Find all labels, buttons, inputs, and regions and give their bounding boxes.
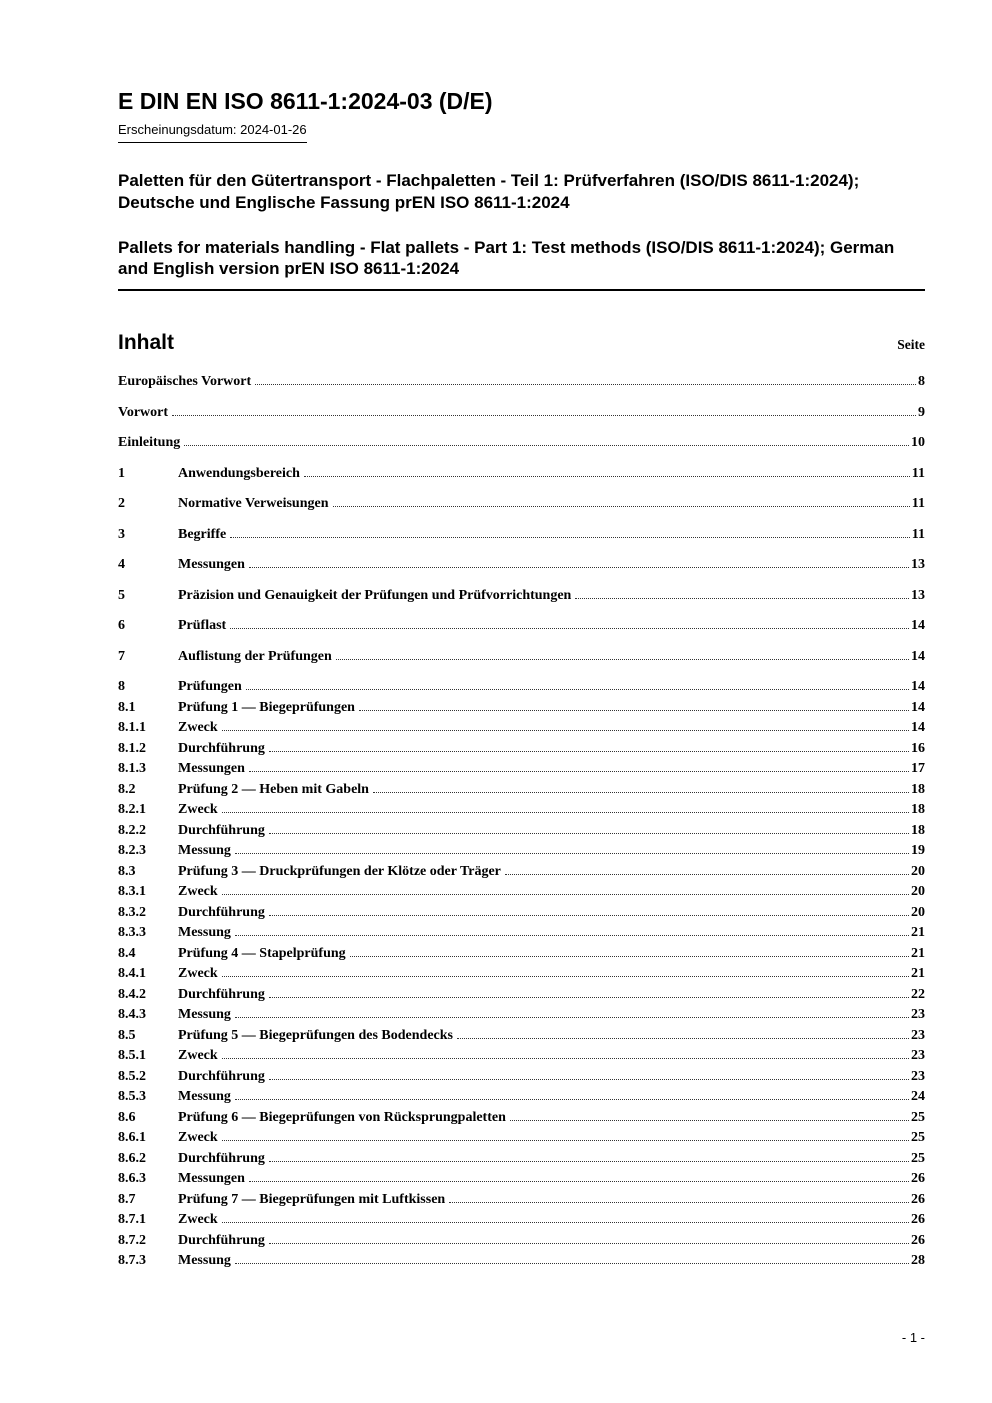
- toc-entry-number: 3: [118, 526, 125, 542]
- toc-leader-dots: [222, 894, 909, 895]
- toc-entry-label: Anwendungsbereich: [178, 465, 300, 481]
- toc-entry-label: Durchführung: [178, 1150, 265, 1166]
- toc-entry-label: Prüflast: [178, 618, 227, 634]
- toc-leader-dots: [222, 1058, 909, 1059]
- toc-entry-label: Prüfung 5 — Biegeprüfungen des Bodendecks: [178, 1027, 453, 1043]
- toc-row: [118, 1005, 925, 1026]
- toc-entry-label: Vorwort: [118, 404, 169, 420]
- toc-row: [118, 1108, 925, 1129]
- toc-row: [118, 1026, 925, 1047]
- toc-leader-dots: [510, 1120, 909, 1121]
- toc-row: [118, 1210, 925, 1231]
- toc-entry-number: 8.1.3: [118, 761, 146, 777]
- toc-entry-label: Messung: [178, 925, 231, 941]
- toc-entry-page: 14: [911, 679, 925, 695]
- toc: [118, 372, 925, 1272]
- toc-entry-number: 8.3.3: [118, 925, 146, 941]
- toc-entry-label: Europäisches Vorwort: [118, 374, 252, 390]
- toc-entry-page: 25: [911, 1109, 925, 1125]
- toc-entry-number: 7: [118, 648, 125, 664]
- toc-entry-page: 9: [918, 404, 925, 420]
- toc-leader-dots: [457, 1038, 909, 1039]
- toc-entry-page: 11: [911, 465, 925, 481]
- toc-entry-number: 8.7.3: [118, 1253, 146, 1269]
- toc-row: [118, 718, 925, 739]
- toc-entry-page: 23: [911, 1048, 925, 1064]
- toc-entry-number: 8.5.2: [118, 1068, 146, 1084]
- toc-entry-page: 19: [911, 843, 925, 859]
- toc-entry-number: 8.7.2: [118, 1232, 146, 1248]
- toc-entry-page: 26: [911, 1212, 925, 1228]
- toc-leader-dots: [333, 506, 910, 507]
- toc-entry-label: Begriffe: [178, 526, 227, 542]
- toc-leader-dots: [255, 384, 916, 385]
- toc-row: [118, 862, 925, 883]
- toc-row: [118, 759, 925, 780]
- toc-entry-number: 4: [118, 557, 125, 573]
- toc-leader-dots: [172, 415, 916, 416]
- toc-row: [118, 903, 925, 924]
- toc-entry-number: 5: [118, 587, 125, 603]
- toc-heading: Inhalt: [118, 331, 174, 355]
- toc-leader-dots: [222, 1222, 909, 1223]
- toc-entry-label: Zweck: [178, 1212, 218, 1228]
- toc-leader-dots: [222, 730, 909, 731]
- toc-entry-page: 25: [911, 1130, 925, 1146]
- toc-entry-page: 23: [911, 1007, 925, 1023]
- toc-entry-label: Zweck: [178, 802, 218, 818]
- toc-entry-number: 8.2.2: [118, 822, 146, 838]
- toc-entry-number: 8.7: [118, 1191, 136, 1207]
- toc-row: [118, 677, 925, 698]
- toc-entry-number: 8.5: [118, 1027, 136, 1043]
- toc-entry-number: 8.5.1: [118, 1048, 146, 1064]
- toc-entry-label: Prüfung 6 — Biegeprüfungen von Rücksprungpaletten: [178, 1109, 506, 1125]
- toc-entry-label: Messungen: [178, 761, 245, 777]
- toc-leader-dots: [269, 833, 909, 834]
- toc-entry-page: 18: [911, 822, 925, 838]
- toc-leader-dots: [373, 792, 909, 793]
- toc-entry-number: 8.2.1: [118, 802, 146, 818]
- toc-row: [118, 555, 925, 576]
- toc-entry-label: Messung: [178, 843, 231, 859]
- toc-entry-number: 8: [118, 679, 125, 695]
- toc-entry-number: 8.3: [118, 863, 136, 879]
- toc-entry-number: 2: [118, 496, 125, 512]
- toc-row: [118, 739, 925, 760]
- toc-row: [118, 433, 925, 454]
- toc-entry-number: 8.4: [118, 945, 136, 961]
- toc-row: [118, 1169, 925, 1190]
- toc-entry-page: 18: [911, 802, 925, 818]
- toc-entry-page: 20: [911, 863, 925, 879]
- toc-leader-dots: [235, 853, 909, 854]
- toc-entry-number: 8.5.3: [118, 1089, 146, 1105]
- toc-row: [118, 985, 925, 1006]
- toc-leader-dots: [269, 1161, 909, 1162]
- toc-entry-page: 14: [911, 720, 925, 736]
- toc-row: [118, 800, 925, 821]
- toc-entry-number: 8.1.1: [118, 720, 146, 736]
- toc-entry-number: 8.6.1: [118, 1130, 146, 1146]
- toc-leader-dots: [575, 598, 909, 599]
- toc-entry-number: 8.7.1: [118, 1212, 146, 1228]
- toc-entry-label: Zweck: [178, 884, 218, 900]
- toc-entry-page: 10: [911, 435, 925, 451]
- header-divider-rule: [118, 289, 925, 291]
- toc-entry-page: 13: [911, 557, 925, 573]
- toc-entry-label: Normative Verweisungen: [178, 496, 329, 512]
- toc-entry-page: 20: [911, 904, 925, 920]
- toc-leader-dots: [359, 710, 909, 711]
- toc-page-column-label: Seite: [897, 337, 925, 353]
- toc-entry-label: Prüfung 4 — Stapelprüfung: [178, 945, 346, 961]
- toc-entry-page: 23: [911, 1068, 925, 1084]
- toc-row: [118, 1046, 925, 1067]
- toc-entry-number: 8.2.3: [118, 843, 146, 859]
- toc-entry-page: 8: [918, 374, 925, 390]
- toc-leader-dots: [235, 1099, 909, 1100]
- document-title-english: Pallets for materials handling - Flat pallets - Part 1: Test methods (ISO/DIS 8611-1:2024); German and English version prEN ISO 8611-1:2024: [118, 237, 895, 279]
- toc-leader-dots: [184, 445, 909, 446]
- toc-entry-label: Prüfung 7 — Biegeprüfungen mit Luftkissen: [178, 1191, 446, 1207]
- toc-leader-dots: [246, 689, 909, 690]
- toc-row: [118, 494, 925, 515]
- document-number-title: E DIN EN ISO 8611-1:2024-03 (D/E): [118, 88, 493, 114]
- toc-entry-label: Präzision und Genauigkeit der Prüfungen und Prüfvorrichtungen: [178, 587, 572, 603]
- toc-leader-dots: [269, 915, 909, 916]
- toc-entry-label: Prüfung 3 — Druckprüfungen der Klötze oder Träger: [178, 863, 501, 879]
- toc-entry-number: 8.1.2: [118, 740, 146, 756]
- toc-entry-number: 8.3.1: [118, 884, 146, 900]
- toc-leader-dots: [269, 751, 909, 752]
- toc-entry-page: 20: [911, 884, 925, 900]
- toc-entry-number: 8.4.3: [118, 1007, 146, 1023]
- toc-leader-dots: [269, 997, 909, 998]
- toc-leader-dots: [230, 628, 909, 629]
- toc-row: [118, 944, 925, 965]
- toc-row: [118, 923, 925, 944]
- page-number-footer: - 1 -: [901, 1330, 925, 1345]
- toc-row: [118, 1087, 925, 1108]
- toc-leader-dots: [505, 874, 909, 875]
- toc-entry-page: 13: [911, 587, 925, 603]
- toc-leader-dots: [249, 1181, 909, 1182]
- toc-entry-label: Durchführung: [178, 822, 265, 838]
- toc-row: [118, 1067, 925, 1088]
- toc-row: [118, 464, 925, 485]
- toc-leader-dots: [222, 812, 909, 813]
- toc-entry-label: Messungen: [178, 1171, 245, 1187]
- toc-entry-page: 21: [911, 945, 925, 961]
- toc-row: [118, 586, 925, 607]
- toc-row: [118, 882, 925, 903]
- toc-entry-page: 11: [911, 496, 925, 512]
- toc-leader-dots: [230, 537, 910, 538]
- toc-entry-page: 22: [911, 986, 925, 1002]
- toc-entry-label: Messung: [178, 1089, 231, 1105]
- toc-entry-label: Durchführung: [178, 986, 265, 1002]
- toc-entry-number: 6: [118, 618, 125, 634]
- toc-row: [118, 1190, 925, 1211]
- toc-entry-page: 25: [911, 1150, 925, 1166]
- toc-entry-number: 8.6.2: [118, 1150, 146, 1166]
- toc-entry-page: 14: [911, 699, 925, 715]
- toc-leader-dots: [235, 935, 909, 936]
- toc-entry-label: Zweck: [178, 1130, 218, 1146]
- toc-row: [118, 1128, 925, 1149]
- toc-entry-page: 21: [911, 925, 925, 941]
- toc-row: [118, 1231, 925, 1252]
- toc-entry-label: Einleitung: [118, 435, 181, 451]
- toc-entry-page: 28: [911, 1253, 925, 1269]
- toc-entry-number: 8.6: [118, 1109, 136, 1125]
- toc-entry-label: Prüfungen: [178, 679, 242, 695]
- toc-leader-dots: [269, 1079, 909, 1080]
- toc-entry-number: 1: [118, 465, 125, 481]
- toc-entry-label: Messung: [178, 1007, 231, 1023]
- toc-entry-page: 26: [911, 1232, 925, 1248]
- toc-entry-page: 26: [911, 1171, 925, 1187]
- toc-header: [118, 331, 925, 355]
- toc-row: [118, 403, 925, 424]
- toc-leader-dots: [269, 1243, 909, 1244]
- toc-entry-page: 17: [911, 761, 925, 777]
- toc-entry-page: 14: [911, 648, 925, 664]
- toc-entry-page: 14: [911, 618, 925, 634]
- toc-row: [118, 780, 925, 801]
- toc-leader-dots: [249, 771, 909, 772]
- toc-entry-label: Auflistung der Prüfungen: [178, 648, 332, 664]
- toc-entry-label: Zweck: [178, 966, 218, 982]
- toc-entry-page: 23: [911, 1027, 925, 1043]
- toc-row: [118, 841, 925, 862]
- toc-leader-dots: [235, 1017, 909, 1018]
- toc-leader-dots: [222, 1140, 909, 1141]
- toc-entry-label: Prüfung 1 — Biegeprüfungen: [178, 699, 355, 715]
- toc-entry-page: 18: [911, 781, 925, 797]
- toc-entry-label: Messung: [178, 1253, 231, 1269]
- toc-leader-dots: [304, 476, 910, 477]
- toc-entry-number: 8.4.1: [118, 966, 146, 982]
- toc-row: [118, 964, 925, 985]
- toc-row: [118, 372, 925, 393]
- toc-entry-label: Durchführung: [178, 1232, 265, 1248]
- toc-leader-dots: [336, 659, 909, 660]
- toc-entry-number: 8.3.2: [118, 904, 146, 920]
- toc-row: [118, 525, 925, 546]
- toc-leader-dots: [235, 1263, 909, 1264]
- toc-entry-label: Prüfung 2 — Heben mit Gabeln: [178, 781, 369, 797]
- toc-row: [118, 698, 925, 719]
- toc-entry-number: 8.4.2: [118, 986, 146, 1002]
- toc-leader-dots: [222, 976, 909, 977]
- publication-date: Erscheinungsdatum: 2024-01-26: [118, 122, 307, 143]
- document-title-german: Paletten für den Gütertransport - Flachpaletten - Teil 1: Prüfverfahren (ISO/DIS 8611-1:2024); Deutsche und Englische Fassung prEN ISO 8611-1:2024: [118, 171, 860, 212]
- toc-entry-page: 24: [911, 1089, 925, 1105]
- toc-entry-number: 8.6.3: [118, 1171, 146, 1187]
- toc-row: [118, 1149, 925, 1170]
- toc-entry-label: Durchführung: [178, 904, 265, 920]
- toc-entry-label: Zweck: [178, 720, 218, 736]
- toc-leader-dots: [449, 1202, 909, 1203]
- toc-entry-label: Zweck: [178, 1048, 218, 1064]
- toc-entry-page: 16: [911, 740, 925, 756]
- toc-entry-number: 8.1: [118, 699, 136, 715]
- toc-entry-label: Durchführung: [178, 1068, 265, 1084]
- toc-entry-number: 8.2: [118, 781, 136, 797]
- toc-row: [118, 1251, 925, 1272]
- toc-row: [118, 647, 925, 668]
- toc-entry-page: 26: [911, 1191, 925, 1207]
- toc-entry-page: 11: [911, 526, 925, 542]
- toc-leader-dots: [350, 956, 909, 957]
- toc-entry-page: 21: [911, 966, 925, 982]
- toc-row: [118, 821, 925, 842]
- toc-entry-label: Messungen: [178, 557, 245, 573]
- toc-row: [118, 616, 925, 637]
- toc-leader-dots: [249, 567, 909, 568]
- toc-entry-label: Durchführung: [178, 740, 265, 756]
